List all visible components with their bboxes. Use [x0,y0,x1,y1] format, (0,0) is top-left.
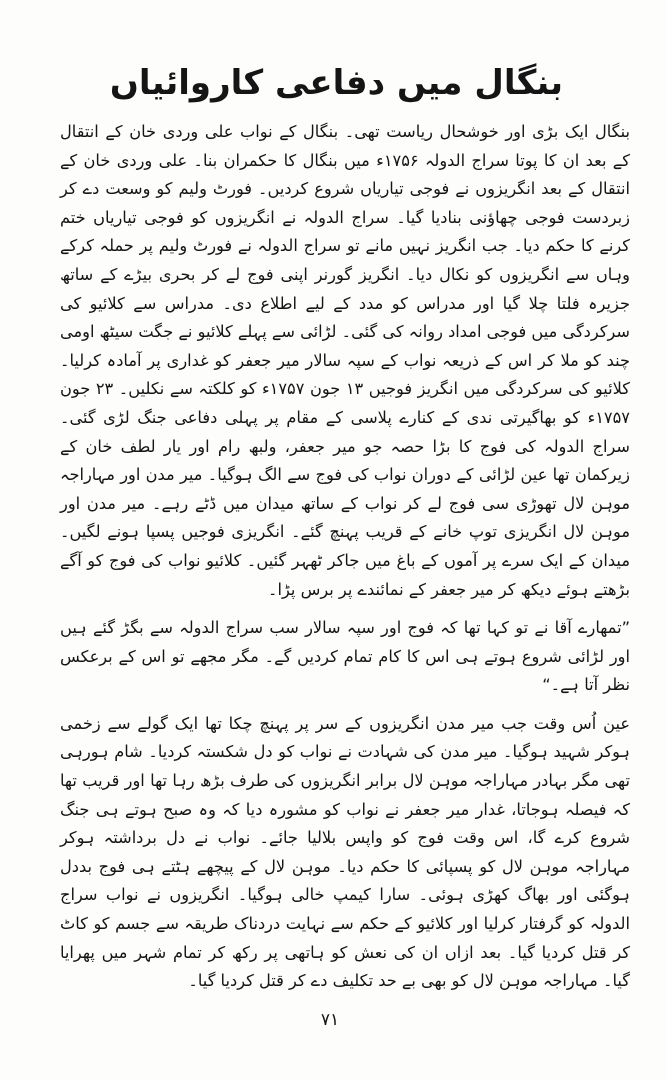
quotation: ”تمھارے آقا نے تو کہا تھا کہ فوج اور سپہ سالار سب سراج الدولہ سے بگڑ گئے ہیں اور لڑائی شروع ہوتے ہی اس کا کام تمام کردیں گے۔ مگر مجھے تو اس کے برعکس نظر آتا ہے۔“ [60,618,630,695]
paragraph-intro: بنگال ایک بڑی اور خوشحال ریاست تھی۔ بنگال کے نواب علی وردی خان کے انتقال کے بعد ان کا پوتا سراج الدولہ ۱۷۵۶ء میں بنگال کا حکمران بنا۔ علی وردی خان کے انتقال کے بعد انگریزوں نے فوجی تیاریاں شروع کردیں۔ فورٹ ولیم کو وسعت دے کر زبردست فوجی چھاؤنی بنادیا گیا۔ سراج الدولہ نے انگریزوں کو فوجی تیاریاں ختم کرنے کا حکم دیا۔ جب انگریز نہیں مانے تو سراج الدولہ نے فورٹ ولیم پر حملہ کرکے وہاں سے انگریزوں کو نکال دیا۔ انگریز گورنر اپنی فوج لے کر بحری بیڑے کے ساتھ جزیرہ فلتا چلا گیا اور مدراس کو مدد کے لیے اطلاع دی۔ مدراس سے کلائیو کی سرکردگی میں فوجی امداد روانہ کی گئی۔ لڑائی سے پہلے کلائیو نے جگت سیٹھ اومی چند کو ملا کر اس کے ذریعہ نواب کے سپہ سالار میر جعفر کو غداری پر آمادہ کرلیا۔ کلائیو کی سرکردگی میں انگریز فوجیں ۱۳ جون ۱۷۵۷ء کو کلکتہ سے نکلیں۔ ۲۳ جون ۱۷۵۷ء کو بھاگیرتی ندی کے کنارے پلاسی کے مقام پر پہلی دفاعی جنگ لڑی گئی۔ سراج الدولہ کی فوج کا بڑا حصہ جو میر جعفر، ولبھ رام اور یار لطف خان کے زیرکمان تھا عین لڑائی کے دوران نواب کی فوج سے الگ ہوگیا۔ میر مدن اور مہاراجہ موہن لال تھوڑی سی فوج لے کر نواب کے ساتھ میدان میں ڈٹے رہے۔ میر مدن اور موہن لال انگریزی توپ خانے کے قریب پہنچ گئے۔ انگریزی فوجیں پسپا ہونے لگیں۔ میدان کے ایک سرے پر آموں کے باغ میں جاکر ٹھہر گئیں۔ کلائیو نواب کی فوج کو آگے بڑھتے ہوئے دیکھ کر میر جعفر کے نمائندے پر برس پڑا۔ [60,122,631,599]
page-number: ۷۱ [320,1010,340,1030]
page-title: بنگال میں دفاعی کاروائیاں [109,63,563,103]
article-body [60,118,630,1006]
paragraph-conclusion: عین اُس وقت جب میر مدن انگریزوں کے سر پر پہنچ چکا تھا ایک گولے سے زخمی ہوکر شہید ہوگیا۔ میر مدن کی شہادت نے نواب کو دل شکستہ کردیا۔ شام ہورہی تھی مگر بہادر مہاراجہ موہن لال برابر انگریزوں کی طرف بڑھ رہا تھا اور قریب تھا کہ فیصلہ ہوجاتا، غدار میر جعفر نے نواب کو مشورہ دیا کہ وہ صبح ہوتے ہی جنگ شروع کرے گا، اس وقت فوج کو واپس بلالیا جائے۔ نواب نے دل برداشتہ ہوکر مہاراجہ موہن لال کو پسپائی کا حکم دیا۔ موہن لال کے پیچھے ہٹتے ہی فوج بددل ہوگئی اور بھاگ کھڑی ہوئی۔ سارا کیمپ خالی ہوگیا۔ انگریزوں نے نواب سراج الدولہ کو گرفتار کرلیا اور کلائیو کے حکم سے نہایت دردناک طریقہ سے جسم کو کاٹ کر قتل کردیا گیا۔ بعد ازاں ان کی نعش کو ہاتھی پر رکھ کر تمام شہر میں پھرایا گیا۔ مہاراجہ موہن لال کو بھی بے حد تکلیف دے کر قتل کردیا گیا۔ [60,713,630,991]
